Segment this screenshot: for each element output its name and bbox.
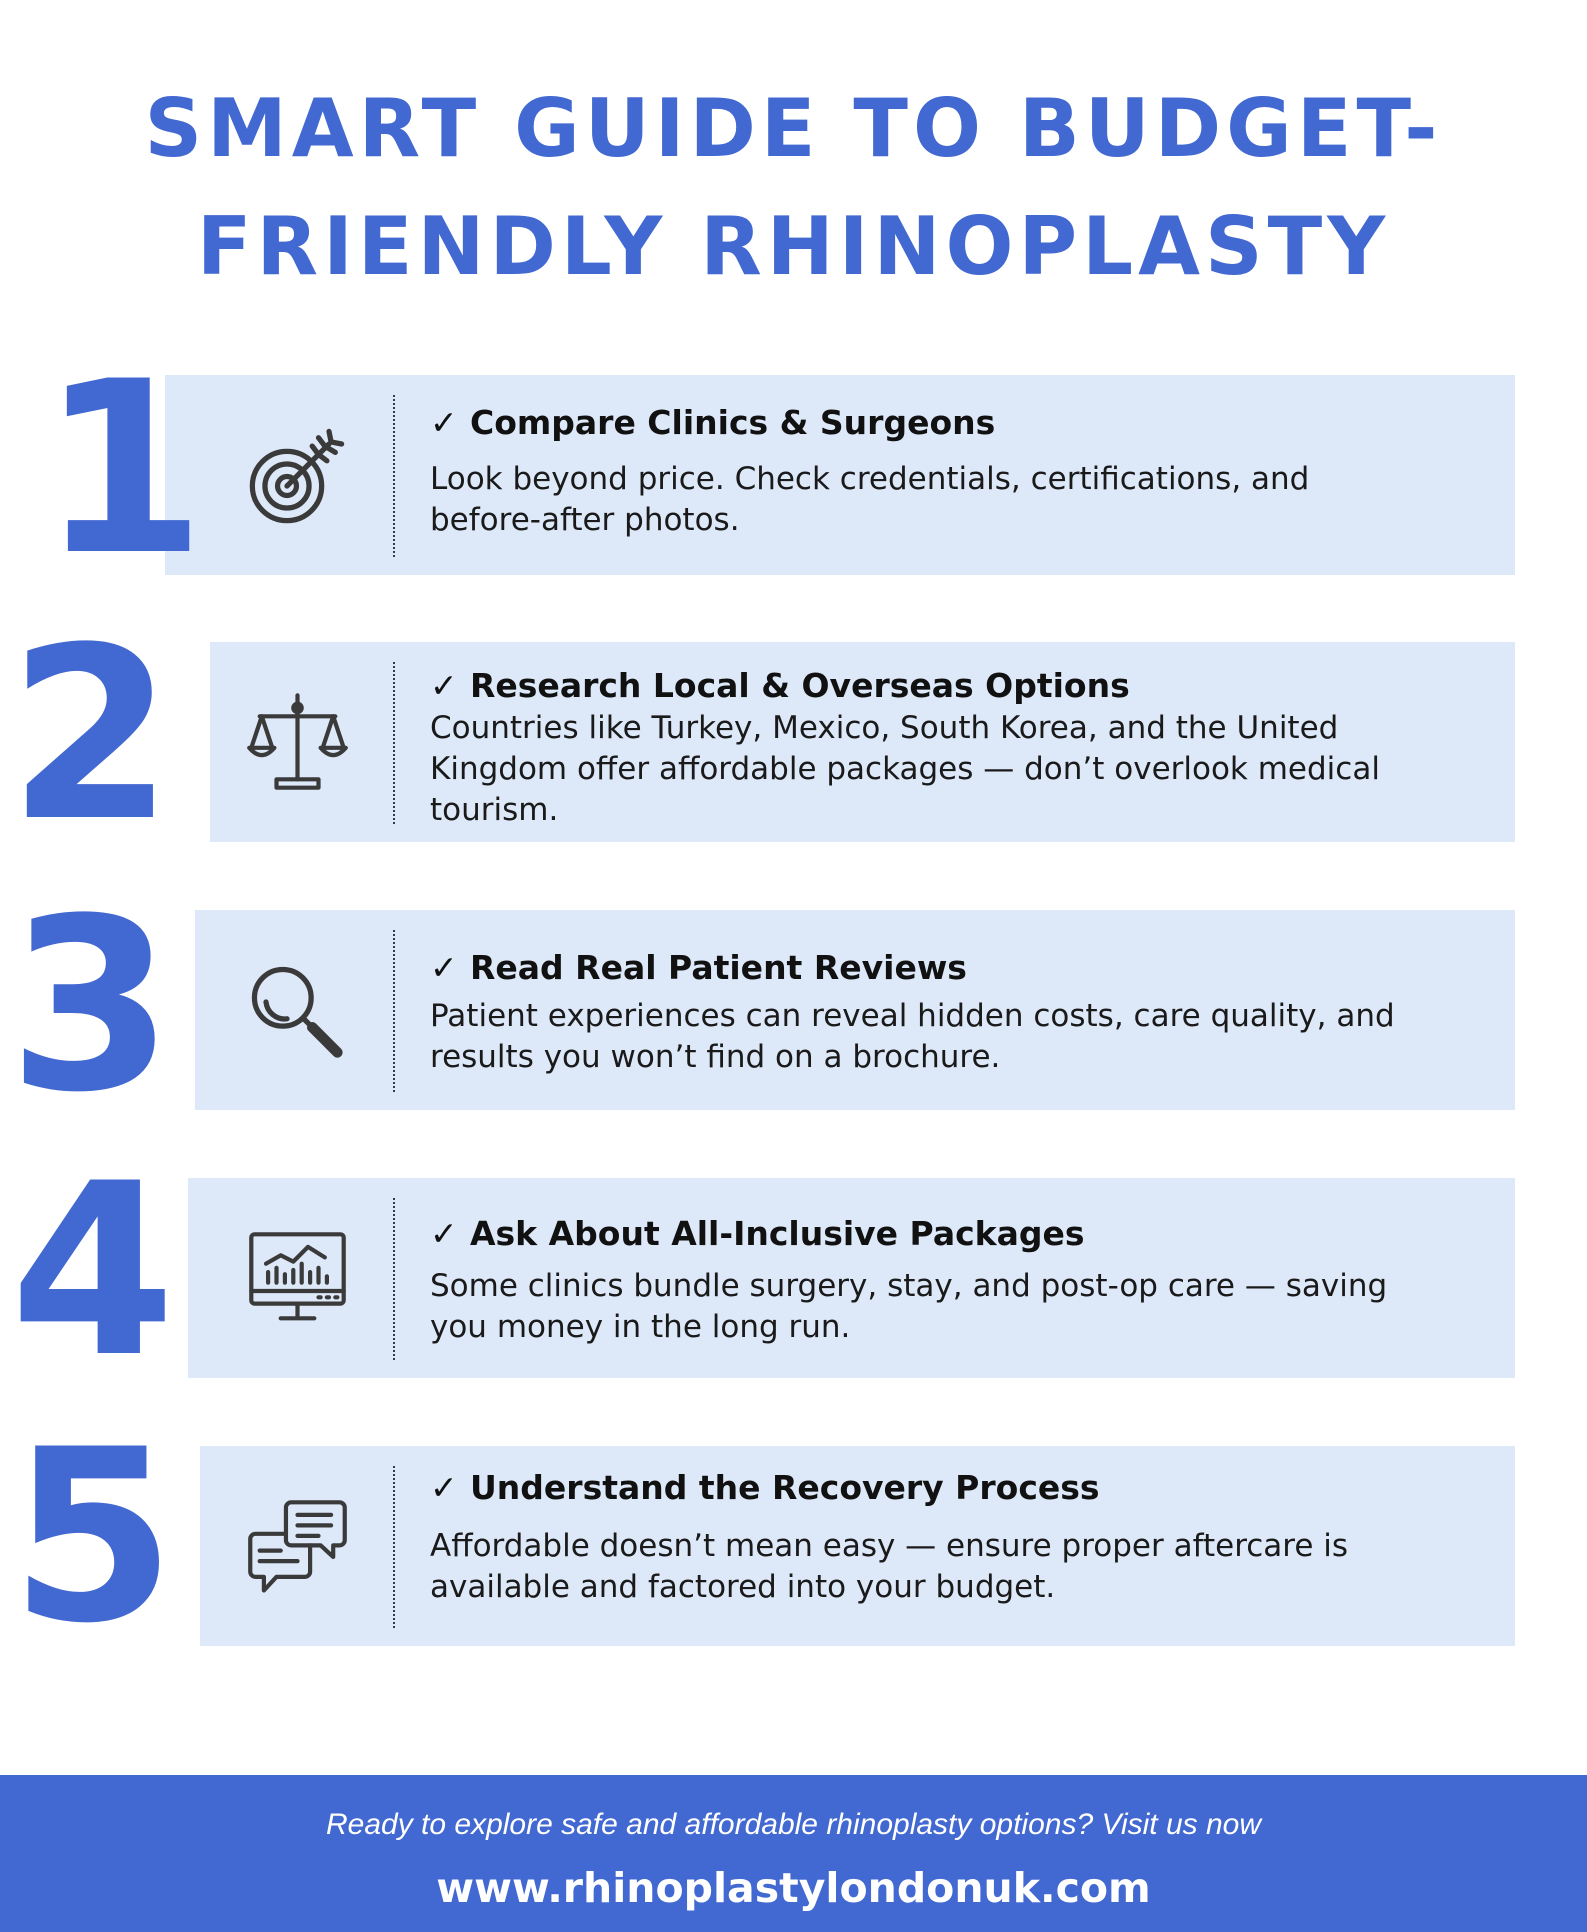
website-link[interactable]: www.rhinoplastylondonuk.com — [436, 1864, 1151, 1912]
step-3-description: Patient experiences can reveal hidden costs, care quality, and results you won’t find on a brochure. — [430, 998, 1395, 1075]
step-1-text — [430, 401, 1450, 541]
title-line-1: SMART GUIDE TO BUDGET- — [144, 82, 1443, 175]
page-title — [0, 70, 1587, 306]
step-2-number: 2 — [8, 597, 174, 874]
analytics-monitor-icon — [245, 1228, 350, 1333]
step-5-text — [430, 1466, 1450, 1608]
step-1 — [0, 331, 1587, 608]
footer — [0, 1775, 1587, 1932]
step-4-number: 4 — [10, 1133, 176, 1410]
footer-tagline: Ready to explore safe and affordable rhinoplasty options? Visit us now — [325, 1808, 1262, 1841]
step-5 — [0, 1399, 1587, 1676]
step-5-divider — [393, 1466, 395, 1628]
step-3-divider — [393, 930, 395, 1092]
step-4-text — [430, 1212, 1450, 1348]
step-2 — [0, 597, 1587, 874]
step-3-heading: ✓ Read Real Patient Reviews — [430, 946, 1450, 990]
step-2-heading: ✓ Research Local & Overseas Options — [430, 664, 1450, 708]
step-1-description: Look beyond price. Check credentials, certifications, and before-after photos. — [430, 461, 1310, 538]
balance-scale-icon — [245, 689, 350, 794]
step-2-description: Countries like Turkey, Mexico, South Korea, and the United Kingdom offer affordable packages — don’t overlook medical tourism. — [430, 710, 1380, 828]
step-4-description: Some clinics bundle surgery, stay, and post-op care — saving you money in the long run. — [430, 1268, 1388, 1345]
step-2-text — [430, 664, 1450, 831]
magnifying-glass-icon — [245, 960, 350, 1065]
step-3-number: 3 — [8, 868, 174, 1145]
step-4 — [0, 1133, 1587, 1410]
checkmark-icon: ✓ — [430, 1214, 458, 1253]
step-5-description: Affordable doesn’t mean easy — ensure proper aftercare is available and factored into your budget. — [430, 1528, 1349, 1605]
step-5-number: 5 — [10, 1399, 176, 1676]
checkmark-icon: ✓ — [430, 403, 458, 442]
step-5-heading: ✓ Understand the Recovery Process — [430, 1466, 1450, 1510]
step-1-divider — [393, 395, 395, 557]
checkmark-icon: ✓ — [430, 948, 458, 987]
step-4-divider — [393, 1198, 395, 1360]
step-3-text — [430, 946, 1450, 1078]
step-1-number: 1 — [40, 331, 206, 608]
step-3 — [0, 868, 1587, 1145]
checkmark-icon: ✓ — [430, 1468, 458, 1507]
chat-bubbles-icon — [245, 1496, 350, 1601]
step-2-divider — [393, 662, 395, 824]
step-1-heading: ✓ Compare Clinics & Surgeons — [430, 401, 1450, 445]
checkmark-icon: ✓ — [430, 666, 458, 705]
target-arrow-icon — [245, 423, 350, 528]
step-4-heading: ✓ Ask About All-Inclusive Packages — [430, 1212, 1450, 1256]
title-line-2: FRIENDLY RHINOPLASTY — [196, 200, 1391, 293]
